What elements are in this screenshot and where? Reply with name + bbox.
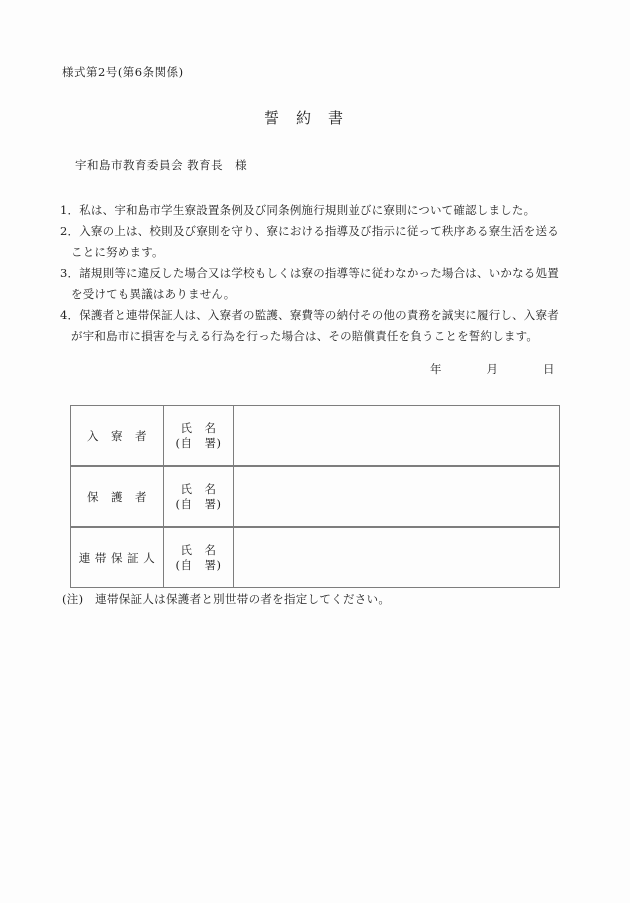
name-label-line1: 氏 名 bbox=[180, 420, 217, 435]
pledge-clause-4: 4．保護者と連帯保証人は、入寮者の監護、寮費等の納付その他の責務を誠実に履行し、入寮者 bbox=[60, 308, 559, 322]
role-label-joint-guarantor: 連 帯 保 証 人 bbox=[71, 528, 164, 587]
day-label: 日 bbox=[543, 362, 555, 376]
name-label-resident bbox=[164, 406, 234, 465]
table-row-joint-guarantor bbox=[70, 527, 560, 588]
form-number: 様式第2号(第6条関係) bbox=[62, 65, 184, 79]
name-label-line1: 氏 名 bbox=[180, 542, 217, 557]
addressee-line: 宇和島市教育委員会 教育長 様 bbox=[75, 158, 248, 172]
page-title: 誓 約 書 bbox=[263, 109, 344, 127]
name-label-joint-guarantor bbox=[164, 528, 234, 587]
month-label: 月 bbox=[486, 362, 498, 376]
name-label-line2: (自 署) bbox=[175, 435, 222, 450]
signature-table bbox=[70, 405, 560, 588]
pledge-clause-2: 2．入寮の上は、校則及び寮則を守り、寮における指導及び指示に従って秩序ある寮生活を送る bbox=[60, 224, 559, 238]
name-label-line1: 氏 名 bbox=[180, 481, 217, 496]
pledge-clause-4-continued: が宇和島市に損害を与える行為を行った場合は、その賠償責任を負うことを誓約します。 bbox=[71, 329, 539, 343]
name-label-line2: (自 署) bbox=[175, 557, 222, 572]
signature-area-resident bbox=[234, 406, 559, 465]
year-label: 年 bbox=[430, 362, 442, 376]
pledge-clause-3-continued: を受けても異議はありません。 bbox=[71, 287, 236, 301]
pledge-clause-2-continued: ことに努めます。 bbox=[71, 245, 164, 259]
pledge-clause-3: 3．諸規則等に違反した場合又は学校もしくは寮の指導等に従わなかった場合は、いかなる処置 bbox=[60, 266, 559, 280]
role-label-guardian: 保 護 者 bbox=[71, 467, 164, 526]
date-line bbox=[430, 361, 555, 377]
pledge-clause-1: 1．私は、宇和島市学生寮設置条例及び同条例施行規則並びに寮則について確認しました。 bbox=[60, 203, 536, 217]
name-label-guardian bbox=[164, 467, 234, 526]
role-label-resident: 入 寮 者 bbox=[71, 406, 164, 465]
table-row-resident bbox=[70, 405, 560, 466]
signature-area-guardian bbox=[234, 467, 559, 526]
footnote: (注) 連帯保証人は保護者と別世帯の者を指定してください。 bbox=[62, 592, 391, 606]
pledge-clauses bbox=[60, 200, 580, 347]
table-row-guardian bbox=[70, 466, 560, 527]
signature-area-joint-guarantor bbox=[234, 528, 559, 587]
name-label-line2: (自 署) bbox=[175, 496, 222, 511]
